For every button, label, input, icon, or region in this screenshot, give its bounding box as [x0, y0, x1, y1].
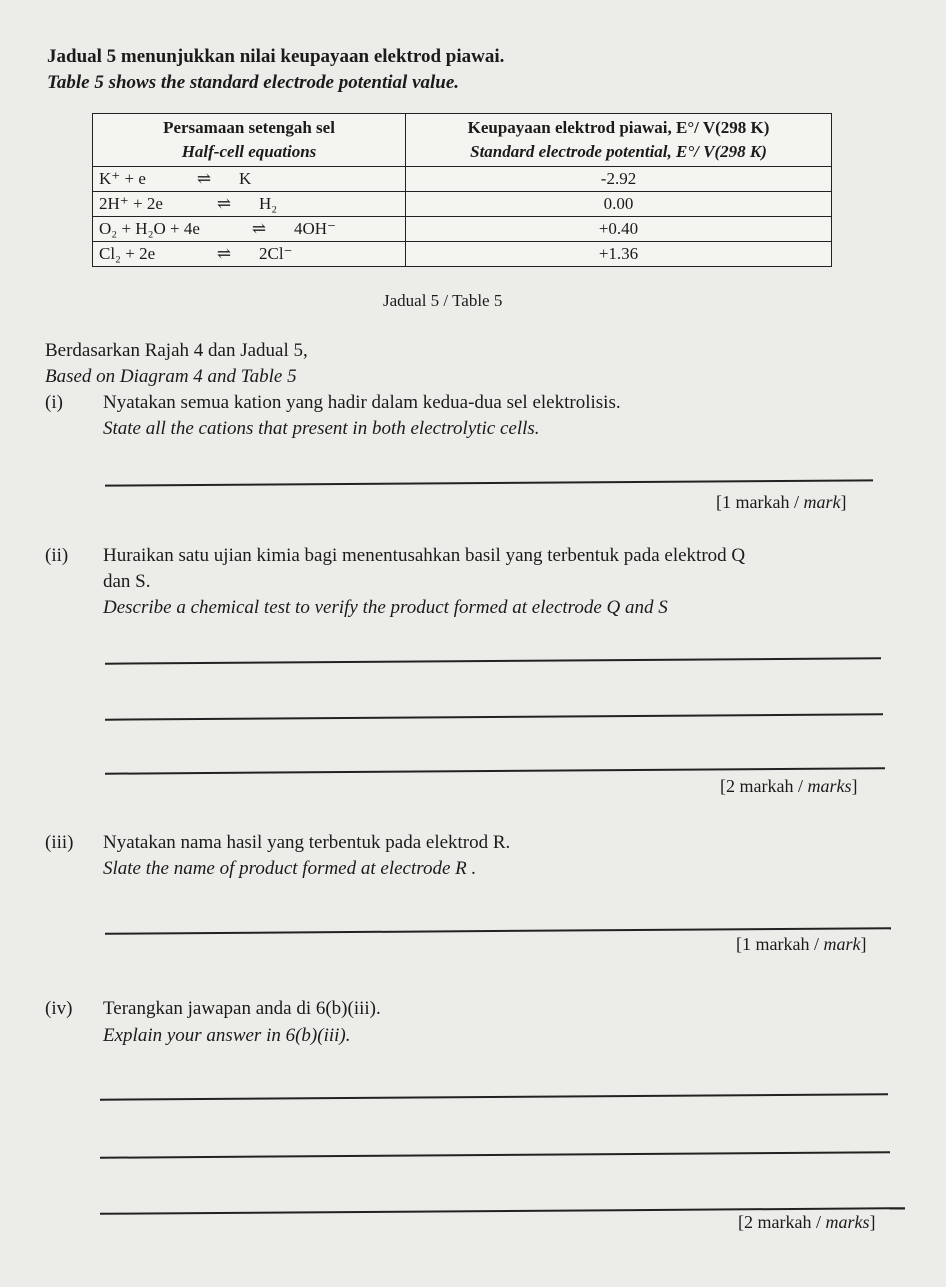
- question-ii-malay-cont: dan S.: [103, 571, 151, 592]
- table-header-row: [93, 114, 832, 167]
- answer-line[interactable]: [105, 713, 883, 720]
- table-row: [93, 242, 832, 267]
- table-row: [93, 217, 832, 242]
- equation-rhs: H₂: [259, 194, 278, 213]
- header-half-cell-en: Half-cell equations: [181, 142, 317, 161]
- answer-line[interactable]: [105, 479, 873, 486]
- question-ii-malay: Huraikan satu ujian kimia bagi menentusahkan basil yang terbentuk pada elektrod Q: [103, 545, 746, 566]
- equation-rhs: 4OH⁻: [294, 219, 337, 238]
- question-number: (iii): [45, 832, 74, 853]
- question-ii-english: Describe a chemical test to verify the product formed at electrode Q and S: [103, 597, 668, 618]
- header-potential-ms: Keupayaan elektrod piawai, E°/ V(298 K): [467, 118, 770, 137]
- equation-lhs: O₂ + H₂O + 4e: [99, 219, 200, 238]
- question-number: (iv): [45, 998, 73, 1019]
- answer-line[interactable]: [105, 657, 881, 664]
- equation-rhs: K: [239, 169, 252, 188]
- equation-lhs: 2H⁺ + 2e: [99, 194, 163, 213]
- question-i-english: State all the cations that present in both electrolytic cells.: [103, 418, 540, 439]
- context-english: Based on Diagram 4 and Table 5: [45, 366, 297, 387]
- context-malay: Berdasarkan Rajah 4 dan Jadual 5,: [45, 340, 308, 361]
- equation-rhs: 2Cl⁻: [259, 244, 293, 263]
- equation-lhs: K⁺ + e: [99, 169, 146, 188]
- table-row: [93, 167, 832, 192]
- equilibrium-arrow: ⇌: [251, 219, 267, 238]
- equation-lhs: Cl₂ + 2e: [99, 244, 156, 263]
- potential-value: -2.92: [406, 167, 832, 192]
- header-potential: [406, 114, 832, 167]
- question-iv-malay: Terangkan jawapan anda di 6(b)(iii).: [103, 998, 381, 1019]
- table-row: [93, 192, 832, 217]
- marks-label: [1 markah / mark]: [736, 934, 867, 954]
- header-half-cell-ms: Persamaan setengah sel: [163, 118, 335, 137]
- potential-value: +0.40: [406, 217, 832, 242]
- marks-label: [2 markah / marks]: [738, 1212, 876, 1232]
- potential-value: 0.00: [406, 192, 832, 217]
- table-caption: Jadual 5 / Table 5: [383, 291, 503, 310]
- electrode-potential-table: [92, 113, 832, 267]
- question-iii-english: Slate the name of product formed at electrode R .: [103, 858, 477, 879]
- header-half-cell: [93, 114, 406, 167]
- answer-line[interactable]: [100, 1093, 888, 1100]
- question-iv-english: Explain your answer in 6(b)(iii).: [103, 1025, 351, 1046]
- answer-line[interactable]: [105, 767, 885, 774]
- marks-label: [2 markah / marks]: [720, 776, 858, 796]
- intro-malay: Jadual 5 menunjukkan nilai keupayaan elektrod piawai.: [47, 46, 505, 67]
- marks-label: [1 markah / mark]: [716, 492, 847, 512]
- equilibrium-arrow: ⇌: [196, 169, 212, 188]
- equilibrium-arrow: ⇌: [216, 244, 232, 263]
- equilibrium-arrow: ⇌: [216, 194, 232, 213]
- intro-english: Table 5 shows the standard electrode potential value.: [47, 72, 460, 93]
- header-potential-en: Standard electrode potential, E°/ V(298 K): [470, 142, 767, 161]
- answer-line[interactable]: [100, 1151, 890, 1158]
- question-i-malay: Nyatakan semua kation yang hadir dalam kedua-dua sel elektrolisis.: [103, 392, 621, 413]
- question-iii-malay: Nyatakan nama hasil yang terbentuk pada elektrod R.: [103, 832, 511, 853]
- question-number: (ii): [45, 545, 69, 566]
- potential-value: +1.36: [406, 242, 832, 267]
- question-number: (i): [45, 392, 63, 413]
